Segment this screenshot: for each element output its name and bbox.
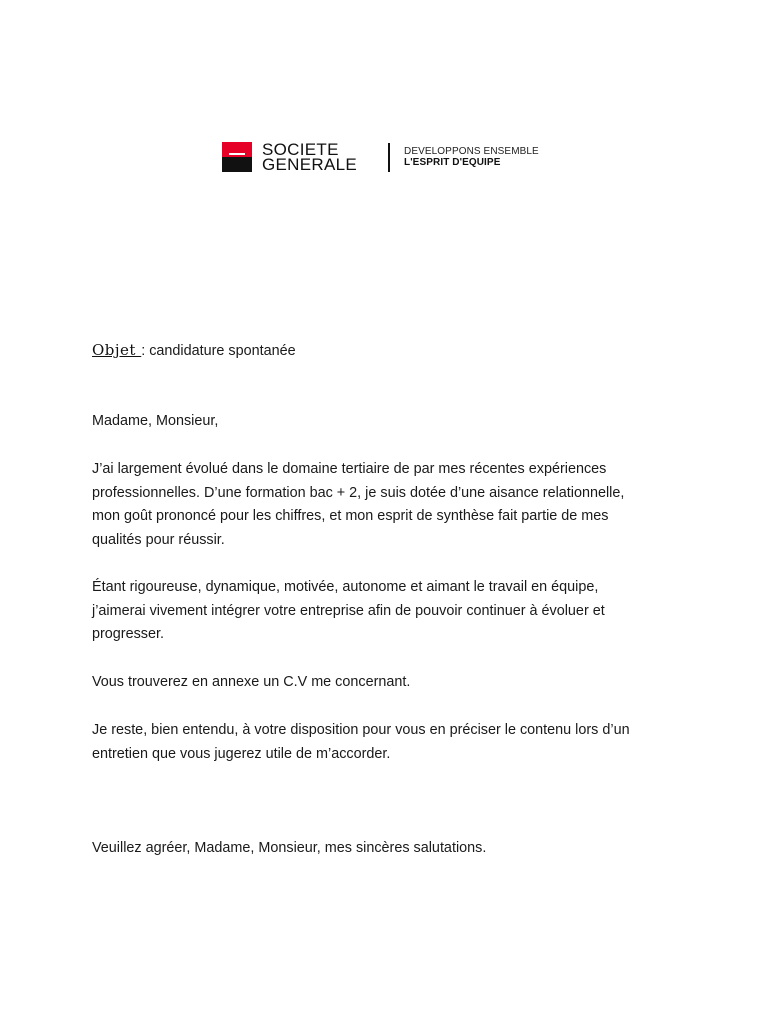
subject-label: Objet — [92, 341, 142, 359]
letter-paragraph-1 — [92, 458, 692, 553]
tagline-line-1: DEVELOPPONS ENSEMBLE — [404, 146, 539, 157]
brand-name — [262, 142, 357, 172]
letter-paragraph-4 — [92, 719, 692, 766]
paragraph-line: professionnelles. D’une formation bac + 2, je suis dotée d’une aisance relationnelle, — [92, 484, 625, 501]
societe-generale-logo-icon — [222, 142, 252, 172]
letter-salutation: Madame, Monsieur, — [92, 413, 219, 429]
paragraph-line: mon goût prononcé pour les chiffres, et mon esprit de synthèse fait partie de mes — [92, 508, 609, 525]
paragraph-line: J’ai largement évolué dans le domaine tertiaire de par mes récentes expériences — [92, 461, 607, 477]
brand-line-1: SOCIETE — [262, 140, 339, 159]
letter-closing: Veuillez agréer, Madame, Monsieur, mes sincères salutations. — [92, 840, 487, 856]
paragraph-line: Étant rigoureuse, dynamique, motivée, autonome et aimant le travail en équipe, — [92, 579, 599, 595]
logo-red-square — [222, 142, 252, 157]
company-letterhead — [222, 141, 539, 173]
paragraph-line: j’aimerai vivement intégrer votre entreprise afin de pouvoir continuer à évoluer et — [92, 602, 605, 619]
logo-black-square — [222, 157, 252, 172]
paragraph-line: progresser. — [92, 626, 164, 643]
paragraph-line: Je reste, bien entendu, à votre disposition pour vous en préciser le contenu lors d’un — [92, 722, 630, 738]
paragraph-line: qualités pour réussir. — [92, 532, 225, 549]
tagline-line-2: L'ESPRIT D'EQUIPE — [404, 157, 501, 168]
brand-tagline — [404, 146, 539, 168]
paragraph-line: Vous trouverez en annexe un C.V me concernant. — [92, 674, 411, 690]
letter-paragraph-3 — [92, 671, 692, 695]
letterhead-divider — [388, 143, 390, 172]
letter-subject — [92, 339, 692, 364]
brand-line-2: GENERALE — [262, 155, 357, 174]
subject-text: : candidature spontanée — [141, 343, 296, 359]
letter-paragraph-2 — [92, 576, 692, 647]
paragraph-line: entretien que vous jugerez utile de m’accorder. — [92, 745, 391, 762]
